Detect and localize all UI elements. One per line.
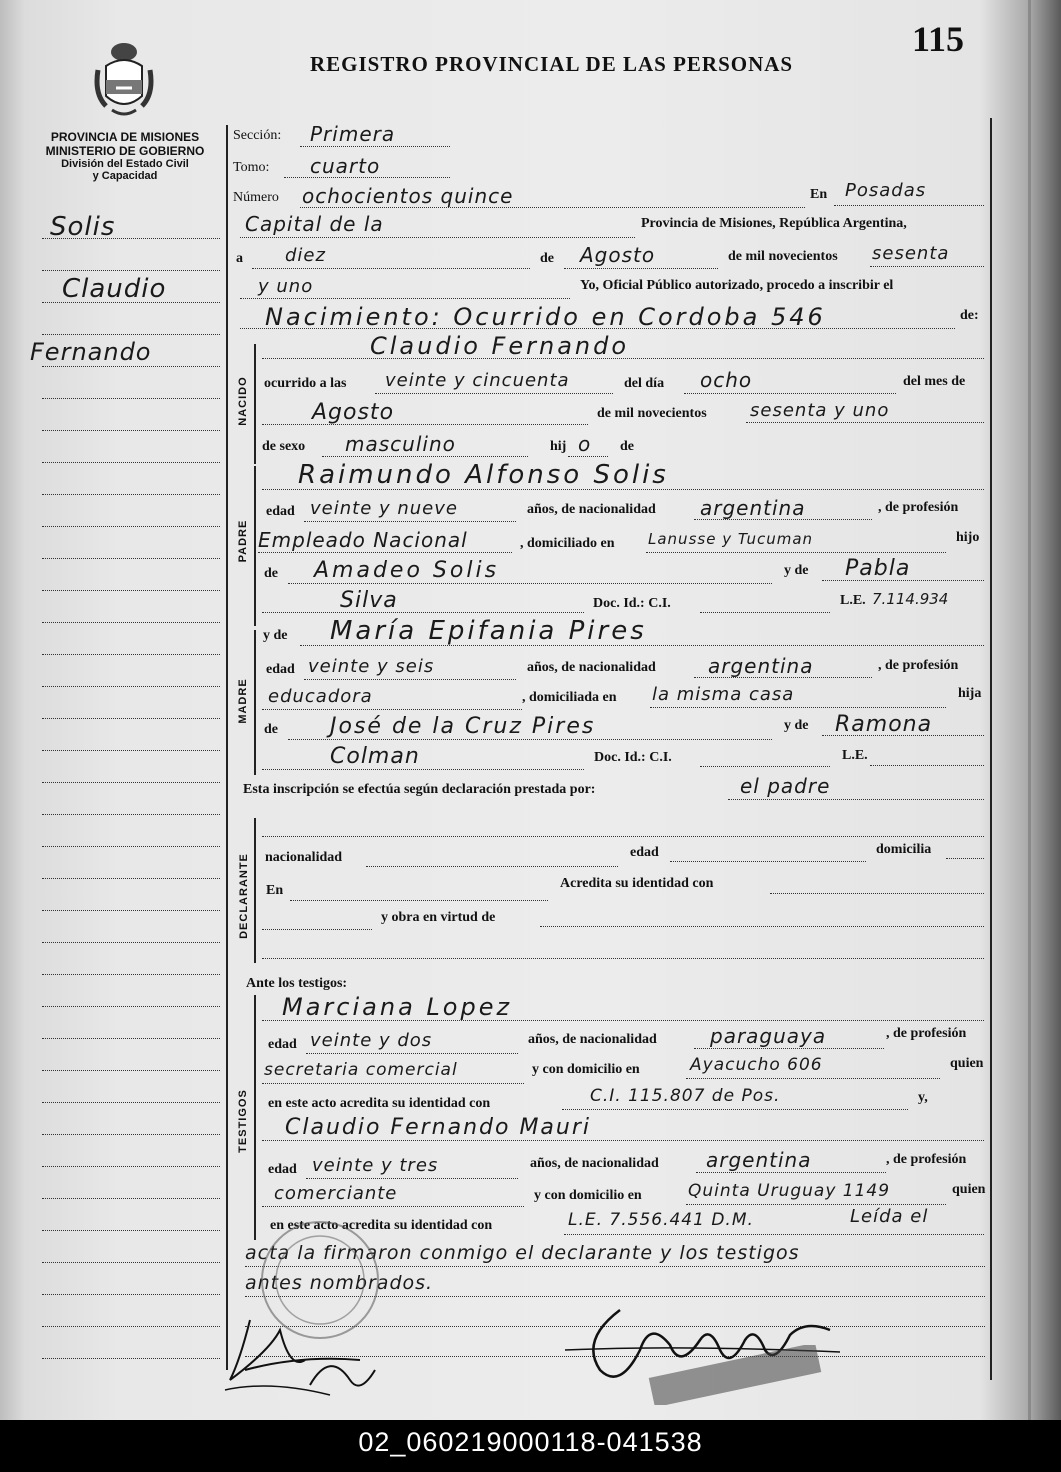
sidebar-rule <box>42 1230 220 1231</box>
sidebar-rule <box>42 1102 220 1103</box>
t1-acredita-label: en este acto acredita su identidad con <box>268 1096 491 1111</box>
padre-prof-value: Empleado Nacional <box>258 528 468 552</box>
t2-acredita-label: en este acto acredita su identidad con <box>270 1218 493 1233</box>
madre-nac-value: argentina <box>708 654 814 678</box>
t1-nac-value: paraguaya <box>710 1024 827 1048</box>
dia-nac-value: ocho <box>700 368 753 392</box>
madre-nac-label: años, de nacionalidad <box>527 660 656 675</box>
image-caption: 02_060219000118-041538 <box>0 1420 1061 1472</box>
padre-section-label: PADRE <box>237 519 249 563</box>
form-right-border <box>990 118 992 1380</box>
hij-line <box>568 456 608 457</box>
madre-dom-line <box>650 707 946 708</box>
sidebar-rule <box>42 462 220 463</box>
t1-edad-value: veinte y dos <box>310 1030 433 1051</box>
sidebar-rule <box>42 718 220 719</box>
sidebar-rule <box>42 974 220 975</box>
abuelo-p-line <box>288 583 772 584</box>
sidebar-rule <box>42 398 220 399</box>
t2-edad-value: veinte y tres <box>312 1155 439 1176</box>
decl-en-line <box>290 900 548 901</box>
abuela-m2-value: Colman <box>330 744 420 769</box>
madre-dom-label: , domiciliada en <box>522 690 617 705</box>
padre-edad-label: edad <box>266 504 295 519</box>
madre-prof-value: educadora <box>268 686 373 707</box>
sidebar-rule <box>42 1038 220 1039</box>
sidebar-rule <box>42 910 220 911</box>
t2-dom-value: Quinta Uruguay 1149 <box>688 1181 891 1201</box>
sidebar-rule <box>42 1358 220 1359</box>
sidebar-rule <box>42 878 220 879</box>
de-hij-label: de <box>620 439 634 454</box>
decl-obra-pre-line <box>262 929 372 930</box>
decl-acredita-label: Acredita su identidad con <box>560 876 714 891</box>
t2-prof-value: comerciante <box>274 1183 398 1204</box>
decl-acredita-line <box>770 893 984 894</box>
sidebar-rule <box>42 782 220 783</box>
t1-prof-value: secretaria comercial <box>264 1060 458 1080</box>
sidebar-rule <box>42 494 220 495</box>
hijo-label: hijo <box>956 530 980 545</box>
decl-edad-label: edad <box>630 845 659 860</box>
abuela-p2-value: Silva <box>340 588 398 613</box>
sexo-line <box>322 456 528 457</box>
abuela-m-value: Ramona <box>835 712 933 737</box>
sidebar-rule <box>42 1070 220 1071</box>
madre-dom-value: la misma casa <box>652 684 795 705</box>
t1-quien-label: quien <box>950 1056 984 1071</box>
ministry-label: MINISTERIO DE GOBIERNO <box>45 144 205 158</box>
sidebar-rule <box>42 686 220 687</box>
madre-le-line <box>870 765 984 766</box>
mes-nac-value: Agosto <box>312 400 395 425</box>
margin-given-name-1: Claudio <box>62 274 167 304</box>
hora-value: veinte y cincuenta <box>385 370 570 391</box>
sidebar-rule <box>42 814 220 815</box>
t2-nac-value: argentina <box>706 1148 812 1172</box>
division-label: División del Estado Civil <box>61 158 189 170</box>
madre-y-de2-label: y de <box>784 718 809 733</box>
madre-y-de-label: y de <box>263 628 288 643</box>
t2-nombre-line <box>262 1140 984 1141</box>
t2-nac-line <box>696 1172 886 1173</box>
t1-edad-label: edad <box>268 1037 297 1052</box>
t1-dom-value: Ayacucho 606 <box>690 1055 823 1075</box>
tipo-value: Nacimiento: Ocurrido en Cordoba 546 <box>265 303 826 331</box>
capital-line <box>240 237 635 238</box>
abuela-p2-line <box>262 612 584 613</box>
hora-line <box>375 393 613 394</box>
decl-nacionalidad-label: nacionalidad <box>265 850 343 865</box>
folio-number: 115 <box>912 19 965 59</box>
hij-value: o <box>578 432 592 456</box>
sidebar-rule <box>42 846 220 847</box>
sidebar-rule <box>42 1198 220 1199</box>
sidebar-rule <box>42 942 220 943</box>
ink-stamp-mark <box>640 1345 830 1405</box>
t2-edad-line <box>306 1178 518 1179</box>
anio2-value: y uno <box>258 276 314 297</box>
nacido-bracket <box>254 344 256 464</box>
madre-edad-label: edad <box>266 662 295 677</box>
madre-edad-line <box>304 679 516 680</box>
decl-obra-label: y obra en virtud de <box>381 910 496 925</box>
del-dia-label: del día <box>624 376 665 391</box>
seccion-label: Sección: <box>233 128 282 143</box>
declarante-line <box>728 799 984 800</box>
padre-le-label: L.E. <box>840 593 866 608</box>
abuelo-m-value: José de la Cruz Pires <box>330 714 596 739</box>
sidebar-rule <box>42 430 220 431</box>
testigos-label: Ante los testigos: <box>246 976 348 991</box>
decl-domicilia-label: domicilia <box>876 842 932 857</box>
declarante-bracket <box>254 818 256 963</box>
abuelo-p-value: Amadeo Solis <box>314 558 500 583</box>
de-label: de <box>540 251 554 266</box>
t1-prof-line <box>262 1083 524 1084</box>
decl-obra-line <box>540 926 984 927</box>
anio-nac-line <box>746 422 984 423</box>
padre-dom-label: , domiciliado en <box>520 536 615 551</box>
padre-de-label: de <box>264 566 278 581</box>
madre-de-label: de <box>264 722 278 737</box>
decl-en-label: En <box>266 883 284 898</box>
padre-bracket <box>254 466 256 626</box>
decl-nacionalidad-line <box>366 866 618 867</box>
madre-doc-label: Doc. Id.: C.I. <box>594 750 672 765</box>
sidebar-rule <box>42 526 220 527</box>
t2-dom-line <box>686 1204 946 1205</box>
sidebar-rule <box>42 1294 220 1295</box>
decl-extra-line <box>262 958 984 959</box>
madre-prof-label: , de profesión <box>878 658 959 673</box>
t1-acredita-line <box>562 1109 908 1110</box>
t2-prof-label: , de profesión <box>886 1152 967 1167</box>
closing-line-1: Leída el <box>850 1206 929 1227</box>
capacity-label: y Capacidad <box>92 170 158 182</box>
t1-prof-label: , de profesión <box>886 1026 967 1041</box>
padre-prof-label: , de profesión <box>878 500 959 515</box>
madre-doc-line <box>700 766 830 767</box>
en-label: En <box>810 187 828 202</box>
nombre-value: Claudio Fernando <box>370 332 630 360</box>
madre-prof-line <box>262 709 522 710</box>
anio-nac-value: sesenta y uno <box>750 400 890 421</box>
madre-le-label: L.E. <box>842 748 868 763</box>
sexo-value: masculino <box>345 432 456 456</box>
tomo-label: Tomo: <box>233 160 270 175</box>
t2-quien-label: quien <box>952 1182 986 1197</box>
padre-edad-line <box>304 521 516 522</box>
provincia-label: Provincia de Misiones, República Argentina, <box>641 216 907 231</box>
tomo-value: cuarto <box>310 154 381 178</box>
t1-edad-line <box>306 1053 518 1054</box>
sidebar-rule <box>42 334 220 335</box>
sidebar-rule <box>42 622 220 623</box>
padre-edad-value: veinte y nueve <box>310 498 458 519</box>
t2-dom-label: y con domicilio en <box>534 1188 642 1203</box>
hij-label: hij <box>550 439 567 454</box>
mil-novecientos-label: de mil novecientos <box>728 249 838 264</box>
sidebar-rule <box>42 366 220 367</box>
abuela-p-value: Pabla <box>845 556 911 581</box>
decl-edad-line <box>670 861 866 862</box>
madre-nombre-value: María Epifania Pires <box>330 616 647 646</box>
inscripcion-label: Esta inscripción se efectúa según declaración prestada por: <box>243 782 596 797</box>
t2-acredita-line <box>564 1234 984 1235</box>
lugar-value: Posadas <box>845 180 927 201</box>
decl-domicilia-line <box>946 858 984 859</box>
t2-prof-line <box>262 1206 524 1207</box>
seccion-value: Primera <box>310 122 396 146</box>
madre-bracket <box>254 630 256 775</box>
page-title: REGISTRO PROVINCIAL DE LAS PERSONAS <box>310 52 794 76</box>
mes-value: Agosto <box>580 243 656 267</box>
del-mes-label: del mes de <box>903 374 966 389</box>
sidebar-rule <box>42 558 220 559</box>
nacido-section-label: NACIDO <box>237 376 249 426</box>
hija-label: hija <box>958 686 982 701</box>
testigos-section-label: TESTIGOS <box>237 1089 249 1153</box>
sidebar-rule <box>42 1166 220 1167</box>
t2-id-value: L.E. 7.556.441 D.M. <box>568 1210 754 1230</box>
dia-nac-line <box>684 393 896 394</box>
de-colon-label: de: <box>960 308 979 323</box>
t1-y-label: y, <box>918 1090 928 1105</box>
padre-nac-value: argentina <box>700 496 806 520</box>
margin-given-name-2: Fernando <box>30 338 152 366</box>
t1-nac-line <box>694 1048 884 1049</box>
t1-nac-label: años, de nacionalidad <box>528 1032 657 1047</box>
sidebar-rule <box>42 1134 220 1135</box>
declarante-section-label: DECLARANTE <box>238 853 250 939</box>
sidebar-header <box>30 130 220 182</box>
yo-label: Yo, Oficial Público autorizado, procedo a inscribir el <box>580 278 894 293</box>
madre-edad-value: veinte y seis <box>308 656 435 677</box>
seccion-line <box>300 146 450 147</box>
sidebar-rule <box>42 1006 220 1007</box>
sidebar-rule <box>42 654 220 655</box>
t1-id-value: C.I. 115.807 de Pos. <box>590 1086 781 1106</box>
padre-le-value: 7.114.934 <box>872 590 949 608</box>
madre-section-label: MADRE <box>237 678 249 724</box>
margin-surname: Solis <box>50 212 116 242</box>
dia-value: diez <box>285 245 326 266</box>
dia-line <box>252 268 530 269</box>
t2-nac-label: años, de nacionalidad <box>530 1156 659 1171</box>
t1-nombre-value: Marciana Lopez <box>282 993 513 1021</box>
witness-signatures <box>210 1300 400 1410</box>
t1-dom-label: y con domicilio en <box>532 1062 640 1077</box>
declarante-value: el padre <box>740 774 831 798</box>
numero-value: ochocientos quince <box>302 184 514 208</box>
form-left-border <box>226 125 228 1370</box>
province-label: PROVINCIA DE MISIONES <box>50 130 200 144</box>
anio2-line <box>240 298 570 299</box>
abuelo-m-line <box>288 739 772 740</box>
testigos-bracket <box>254 995 256 1240</box>
padre-doc-line <box>700 612 830 613</box>
padre-prof-line <box>258 552 512 553</box>
lugar-line <box>834 205 984 206</box>
sexo-label: de sexo <box>262 439 306 454</box>
anio-line <box>870 266 984 267</box>
mes-nac-line <box>262 424 588 425</box>
padre-dom-line <box>646 552 946 553</box>
padre-dom-value: Lanusse y Tucuman <box>648 530 814 548</box>
ocurrido-label: ocurrido a las <box>264 376 347 391</box>
numero-label: Número <box>233 190 279 205</box>
declarante-nombre-line <box>262 836 984 837</box>
padre-nombre-value: Raimundo Alfonso Solis <box>298 460 669 490</box>
a-label: a <box>236 251 243 266</box>
capital-value: Capital de la <box>245 212 384 236</box>
closing-line-2: acta la firmaron conmigo el declarante y los testigos <box>245 1242 800 1264</box>
sidebar-rule <box>42 270 220 271</box>
coat-of-arms-icon <box>92 40 156 122</box>
sidebar-rule <box>42 750 220 751</box>
sidebar-rule <box>42 590 220 591</box>
t2-nombre-value: Claudio Fernando Mauri <box>285 1115 592 1140</box>
sidebar-rule <box>42 1262 220 1263</box>
t2-edad-label: edad <box>268 1162 297 1177</box>
sidebar-rule <box>42 1326 220 1327</box>
padre-y-de-label: y de <box>784 563 809 578</box>
abuela-m2-line <box>262 769 584 770</box>
padre-doc-label: Doc. Id.: C.I. <box>593 596 671 611</box>
page-fold <box>1028 0 1031 1420</box>
anio-value: sesenta <box>872 243 950 264</box>
padre-nac-label: años, de nacionalidad <box>527 502 656 517</box>
t1-dom-line <box>686 1078 940 1079</box>
mes-line <box>564 268 718 269</box>
de-mil-label: de mil novecientos <box>597 406 707 421</box>
closing-line-3: antes nombrados. <box>245 1272 434 1294</box>
